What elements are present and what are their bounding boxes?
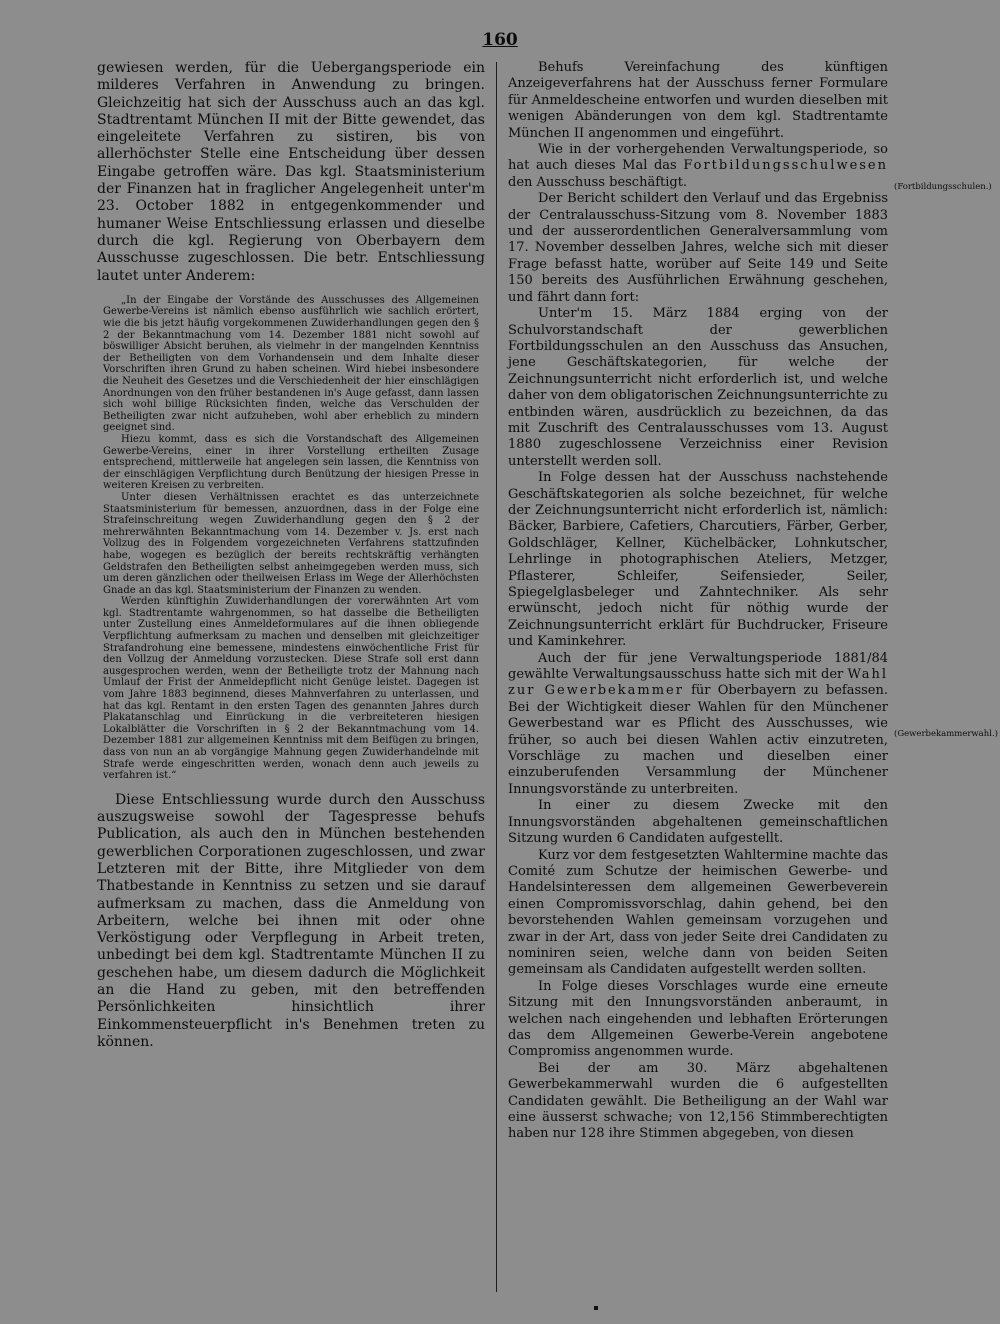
term-gewerbekammer: Wahl zur Gewerbekammer — [508, 667, 889, 699]
left-column — [97, 60, 485, 1051]
print-mark — [594, 1306, 598, 1310]
term-fortbildungsschulwesen: Fortbildungsschulwesen — [683, 158, 888, 174]
right-paragraph-5: In Folge dessen hat der Ausschuss nachstehende Geschäftskategorien als solche bezeichnet, für welche der Zeichnungsunterricht nicht erforderlich ist, nämlich: Bäcker, Barbiere, Cafetiers, Charcutiers, Färber, Gerber, Goldschläger, Kellner, Küchelbäcker, Lohnkutscher, Lehrlinge in photographischen Ateliers, Metzger, Pflasterer, Schleifer, Seifensieder, Seiler, Spiegelglasbeleger und Zahntechniker. Als sehr erwünscht, jedoch nicht für nöthig wurde der Zeichnungsunterricht erklärt für Buchdrucker, Friseure und Kaminkehrer. — [508, 470, 888, 650]
quote-paragraph-3: Unter diesen Verhältnissen erachtet es das unterzeichnete Staatsministerium für bemessen, anzuordnen, dass in der Folge eine Strafeinschreitung wegen Zuwiderhandlung gegen den § 2 der mehrerwähnten Bekanntmachung vom 14. Dezember v. Js. erst nach Vollzug des in Folgendem vorgezeichneten Verfahrens stattzufinden habe, wogegen es bezüglich der bereits rechtskräftig verhängten Geldstrafen den Betheiligten selbst anheimgegeben werden muss, sich um deren gänzlichen oder theilweisen Erlass im Wege der Allerhöchsten Gnade an das kgl. Staatsministerium der Finanzen zu wenden. — [103, 491, 479, 596]
left-paragraph-1: gewiesen werden, für die Uebergangsperiode ein milderes Verfahren in Anwendung zu bringen. Gleichzeitig hat sich der Ausschuss auch an das kgl. Stadtrentamt München II mit der Bitte gewendet, das eingeleitete Verfahren zu sistiren, bis von allerhöchster Stelle eine Entscheidung über dessen Eingabe getroffen wäre. Das kgl. Staatsministerium der Finanzen hat in fraglicher Angelegenheit unter'm 23. October 1882 in entgegenkommender und humaner Weise Entschliessung erlassen und dieselbe durch die kgl. Regierung von Oberbayern dem Ausschusse zugeschlossen. Die betr. Entschliessung lautet unter Anderem: — [97, 60, 485, 284]
ministry-quote — [97, 295, 485, 782]
right-paragraph-2 — [508, 142, 888, 191]
right-paragraph-7: In einer zu diesem Zwecke mit den Innungsvorständen abgehaltenen gemeinschaftlichen Sitzung wurden 6 Candidaten aufgestellt. — [508, 798, 888, 847]
right-paragraph-6-after: für Oberbayern zu befassen. Bei der Wichtigkeit dieser Wahlen für den Münchener Gewerbestand war es Pflicht des Ausschusses, wie früher, so auch bei diesen Wahlen activ einzutreten, Vorschläge zu machen und dieselben einer einzuberufenden Versammlung der Münchener Innungsvorstände zu unterbreiten. — [508, 683, 888, 797]
right-paragraph-2-before: Wie in der vorhergehenden Verwaltungsperiode, so hat auch dieses Mal das — [508, 142, 888, 174]
right-paragraph-9: In Folge dieses Vorschlages wurde eine erneute Sitzung mit den Innungsvorständen anberaumt, in welchen nach eingehenden und lebhaften Erörterungen das dem Allgemeinen Gewerbe-Verein angebotene Compromiss angenommen wurde. — [508, 978, 888, 1060]
margin-note-fortbildung: (Fortbildungsschulen.) — [894, 182, 992, 192]
quote-paragraph-1: „In der Eingabe der Vorstände des Ausschusses des Allgemeinen Gewerbe-Vereins ist nämlich ebenso ausführlich wie sachlich erörtert, wie die bis jetzt häufig vorgekommenen Zuwiderhandlungen gegen den § 2 der Bekanntmachung vom 14. Dezember 1881 nicht sowohl auf böswilliger Absicht beruhen, als vielmehr in der mangelnden Kenntniss der Betheiligten von dem Vorhandensein und dem Inhalte dieser Vorschriften ihren Grund zu haben scheinen. Wird hiebei insbesondere die Neuheit des Gesetzes und die Verschiedenheit der hier einschlägigen Anordnungen von den früher bestandenen in's Auge gefasst, dann lassen sich wohl billige Rücksichten finden, welche das Verschulden der Betheiligten zwar nicht aufzuheben, wohl aber erheblich zu mindern geeignet sind. — [103, 294, 479, 434]
quote-paragraph-2: Hiezu kommt, dass es sich die Vorstandschaft des Allgemeinen Gewerbe-Vereins, einer in ihrer Vorstellung ertheilten Zusage entsprechend, mittlerweile hat angelegen sein lassen, die Kenntniss von der einschlägigen Verpflichtung durch Benützung der hiesigen Presse in weiteren Kreisen zu verbreiten. — [103, 433, 479, 492]
right-paragraph-6 — [508, 651, 888, 799]
right-column — [508, 60, 888, 1143]
left-paragraph-2: Diese Entschliessung wurde durch den Ausschuss auszugsweise sowohl der Tagespresse behufs Publication, als auch den in München bestehenden gewerblichen Corporationen zugeschlossen, und zwar Letzteren mit der Bitte, ihre Mitglieder von dem Thatbestande in Kenntniss zu setzen und sie darauf aufmerksam zu machen, dass die Anmeldung von Arbeitern, welche bei ihnen mit oder ohne Verköstigung oder Verpflegung in Arbeit treten, unbedingt bei dem kgl. Stadtrentamte München II zu geschehen habe, um diesem dadurch die Möglichkeit an die Hand zu geben, mit den betreffenden Persönlichkeiten hinsichtlich ihrer Einkommensteuerpflicht in's Benehmen treten zu können. — [97, 791, 485, 1050]
column-divider — [496, 62, 497, 1292]
right-paragraph-1: Behufs Vereinfachung des künftigen Anzeigeverfahrens hat der Ausschuss ferner Formulare für Anmeldescheine entworfen und wurden dieselben mit wenigen Abänderungen von dem kgl. Stadtrentamte München II angenommen und eingeführt. — [508, 60, 888, 141]
right-paragraph-8: Kurz vor dem festgesetzten Wahltermine machte das Comité zum Schutze der heimischen Gewerbe- und Handelsinteressen dem allgemeinen Gewerbeverein einen Compromissvorschlag, dahin gehend, bei den bevorstehenden Wahlen gemeinsam vorzugehen und zwar in der Art, dass von jeder Seite drei Candidaten zu nominiren seien, welche dann von beiden Seiten gemeinsam als Candidaten aufgestellt werden sollten. — [508, 847, 888, 978]
right-paragraph-2-after: den Ausschuss beschäftigt. — [508, 174, 688, 190]
quote-paragraph-4: Werden künftighin Zuwiderhandlungen der vorerwähnten Art vom kgl. Stadtrentamte wahrgenommen, so hat dasselbe die Betheiligten unter Zustellung eines Anmeldeformulares auf die ihnen obliegende Verpflichtung aufmerksam zu machen und denselben mit gleichzeitiger Strafandrohung eine bemessene, mindestens einwöchentliche Frist für den Vollzug der Anmeldung vorzustecken. Diese Strafe soll erst dann ausgesprochen werden, wenn der Betheiligte trotz der Mahnung nach Umlauf der Frist der Anmeldepflicht nicht Genüge leistet. Dagegen ist vom Jahre 1883 beginnend, dieses Mahnverfahren zu unterlassen, und hat das kgl. Rentamt in den ersten Tagen des genannten Jahres durch Plakatanschlag und Einrückung in die verbreiteteren hiesigen Lokalblätter die Vorschriften in § 2 der Bekanntmachung vom 14. Dezember 1881 zur allgemeinen Kenntniss mit dem Beifügen zu bringen, dass von nun an ab vorgängige Mahnung gegen Zuwiderhandelnde mit Strafe werde eingeschritten werden, wonach denn auch jeweils zu verfahren ist.“ — [103, 596, 479, 782]
right-paragraph-10: Bei der am 30. März abgehaltenen Gewerbekammerwahl wurden die 6 aufgestellten Candidaten gewählt. Die Betheiligung an der Wahl war eine äusserst schwache; von 12,156 Stimmberechtigten haben nur 128 ihre Stimmen abgegeben, von diesen — [508, 1060, 888, 1142]
right-paragraph-3: Der Bericht schildert den Verlauf und das Ergebniss der Centralausschuss-Sitzung vom 8. November 1883 und der ausserordentlichen Generalversammlung vom 17. November desselben Jahres, welche sich mit dieser Frage befasst hatte, worüber auf Seite 149 und Seite 150 bereits des Ausführlichen Erwähnung geschehen, und fährt dann fort: — [508, 191, 888, 305]
page-number: 160 — [482, 30, 518, 50]
margin-note-gewerbekammer: (Gewerbekammerwahl.) — [894, 729, 998, 739]
right-paragraph-6-before: Auch der für jene Verwaltungsperiode 1881/84 gewählte Verwaltungsausschuss hatte sich mit der — [508, 650, 888, 683]
right-paragraph-4: Unter'm 15. März 1884 erging von der Schulvorstandschaft der gewerblichen Fortbildungsschulen an den Ausschuss das Ansuchen, jene Geschäftskategorien, für welche der Zeichnungsunterricht nicht erforderlich ist, und welche daher von dem obligatorischen Zeichnungsunterrichte zu entbinden wären, ausdrücklich zu bezeichnen, da das mit Zuschrift des Centralausschusses vom 13. August 1880 zugeschlossene Verzeichniss einer Revision unterstellt werden soll. — [508, 306, 888, 469]
